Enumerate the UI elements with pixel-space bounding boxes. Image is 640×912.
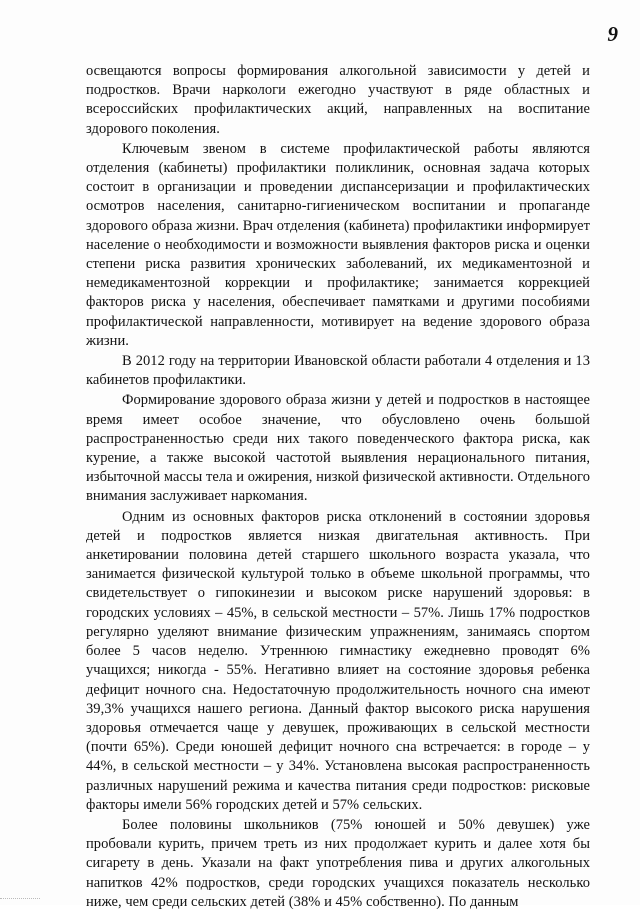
paragraph-4: Формирование здорового образа жизни у детей и подростков в настоящее время имеет особое значение, что обусловлено очень большой распространенностью среди них такого поведенческого фактора риска, как курение, а также высокой частотой выявления нерационального питания, избыточной массы тела и ожирения, низкой физической активности. Отдельного внимания заслуживает наркомания. xyxy=(86,392,590,505)
paragraph-2: Ключевым звеном в системе профилактической работы являются отделения (кабинеты) профилактики поликлиник, основная задача которых состоит в организации и проведении диспансеризации и профилактических осмотров населения, санитарно-гигиеническом воспитании и пропаганде здорового образа жизни. Врач отделения (кабинета) профилактики информирует население о необходимости и возможности выявления факторов риска и оценки степени риска развития хронических заболеваний, их медикаментозной и немедикаментозной коррекции и профилактике; занимается коррекцией факторов риска у населения, обеспечивает памятками и другими пособиями профилактической направленности, мотивирует на ведение здорового образа жизни. xyxy=(86,140,590,349)
document-body xyxy=(86,62,590,912)
paragraph-6: Более половины школьников (75% юношей и 50% девушек) уже пробовали курить, причем треть из них продолжает курить и далее хотя бы сигарету в день. Указали на факт употребления пива и других алкогольных напитков 42% подростков, среди городских учащихся показатель несколько ниже, чем среди сельских детей (38% и 45% собственно). По данным xyxy=(86,816,590,910)
paragraph-5: Одним из основных факторов риска отклонений в состоянии здоровья детей и подростков является низкая двигательная активность. При анкетировании половина детей старшего школьного возраста указала, что занимается физической культурой только в объеме школьной программы, что свидетельствует о гипокинезии и высоком риске нарушений здоровья: в городских условиях – 45%, в сельской местности – 57%. Лишь 17% подростков регулярно уделяют внимание физическим упражнениям, занимаясь спортом более 5 часов неделю. Утреннюю гимнастику ежедневно проводят 6% учащихся; никогда - 55%. Негативно влияет на состояние здоровья ребенка дефицит ночного сна. Недостаточную продолжительность ночного сна имеют 39,3% учащихся нашего региона. Данный фактор высокого риска нарушения здоровья отмечается чаще у девушек, проживающих в сельской местности (почти 65%). Среди юношей дефицит ночного сна встречается: в городе – у 44%, в сельской местности – у 34%. Установлена высокая распространенность различных нарушений режима и качества питания среди подростков: рисковые факторы имели 56% городских детей и 57% сельских. xyxy=(86,508,590,813)
page-number: 9 xyxy=(607,22,618,46)
paragraph-3: В 2012 году на территории Ивановской области работали 4 отделения и 13 кабинетов профилактики. xyxy=(86,353,590,389)
paragraph-1: освещаются вопросы формирования алкогольной зависимости у детей и подростков. Врачи наркологи ежегодно участвуют в ряде областных и всероссийских профилактических акций, направленных на воспитание здорового поколения. xyxy=(86,63,590,137)
scan-edge-mark xyxy=(0,898,40,905)
